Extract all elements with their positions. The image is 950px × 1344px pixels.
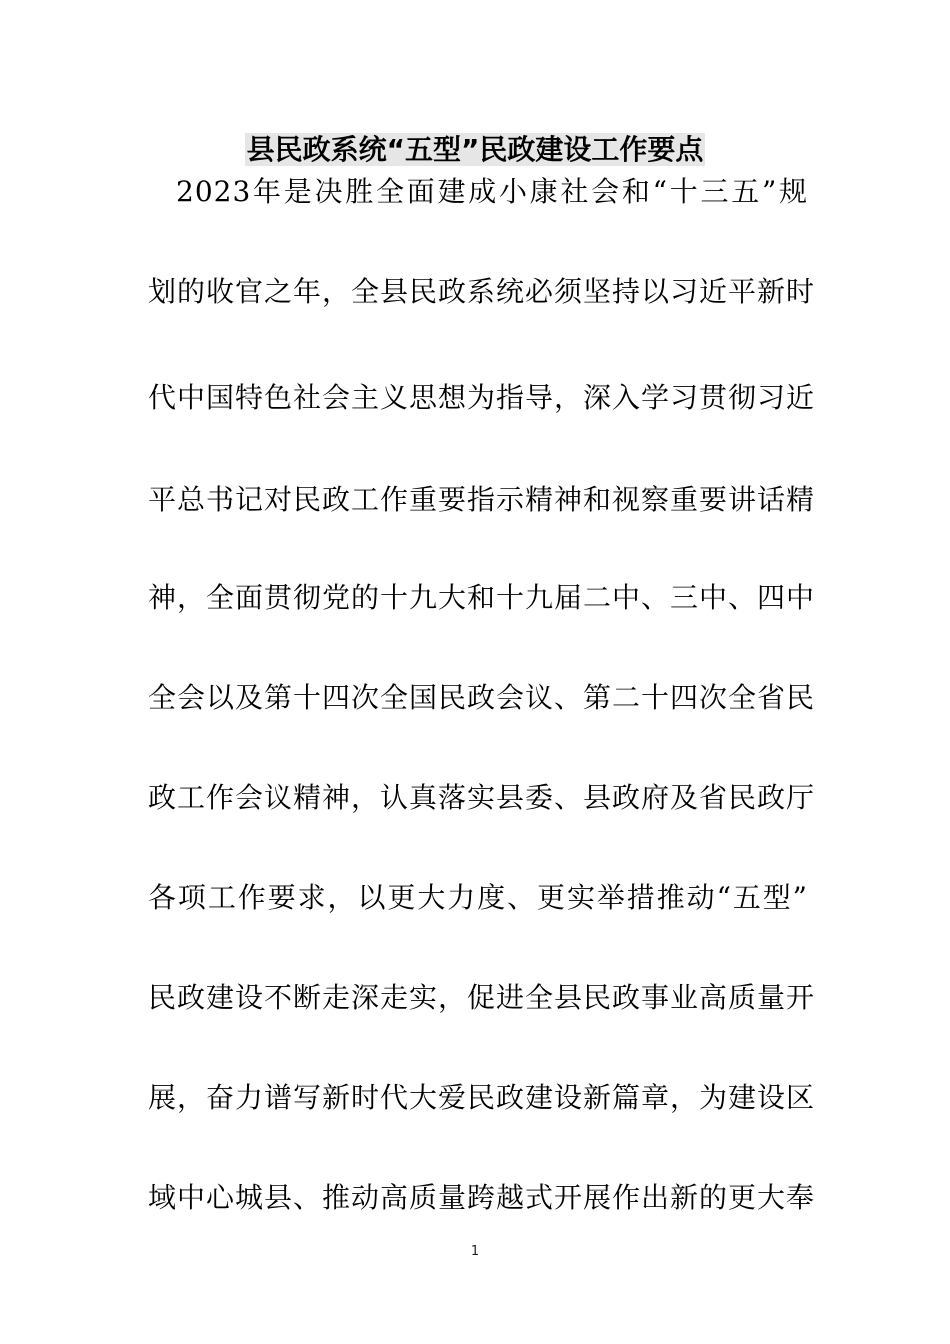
body-line-8: 各项工作要求，以更大力度、更实举措推动“五型” <box>148 881 808 914</box>
body-line-4: 平总书记对民政工作重要指示精神和视察重要讲话精 <box>148 483 816 516</box>
body-line-7: 政工作会议精神，认真落实县委、县政府及省民政厅 <box>148 781 816 814</box>
body-line-6: 全会以及第十四次全国民政会议、第二十四次全省民 <box>148 681 816 714</box>
page-number: 1 <box>470 1244 480 1259</box>
body-line-1: 2023年是决胜全面建成小康社会和“十三五”规 <box>176 175 808 208</box>
body-line-5: 神，全面贯彻党的十九大和十九届二中、三中、四中 <box>148 581 816 614</box>
body-line-9: 民政建设不断走深走实，促进全县民政事业高质量开 <box>148 981 816 1014</box>
body-line-2: 划的收官之年，全县民政系统必须坚持以习近平新时 <box>148 275 816 308</box>
document-title <box>0 130 950 170</box>
document-title-text: 县民政系统“五型”民政建设工作要点 <box>246 133 704 166</box>
body-line-10: 展，奋力谱写新时代大爱民政建设新篇章，为建设区 <box>148 1081 816 1114</box>
body-line-3: 代中国特色社会主义思想为指导，深入学习贯彻习近 <box>148 381 816 414</box>
body-line-11: 域中心城县、推动高质量跨越式开展作出新的更大奉 <box>148 1181 816 1214</box>
